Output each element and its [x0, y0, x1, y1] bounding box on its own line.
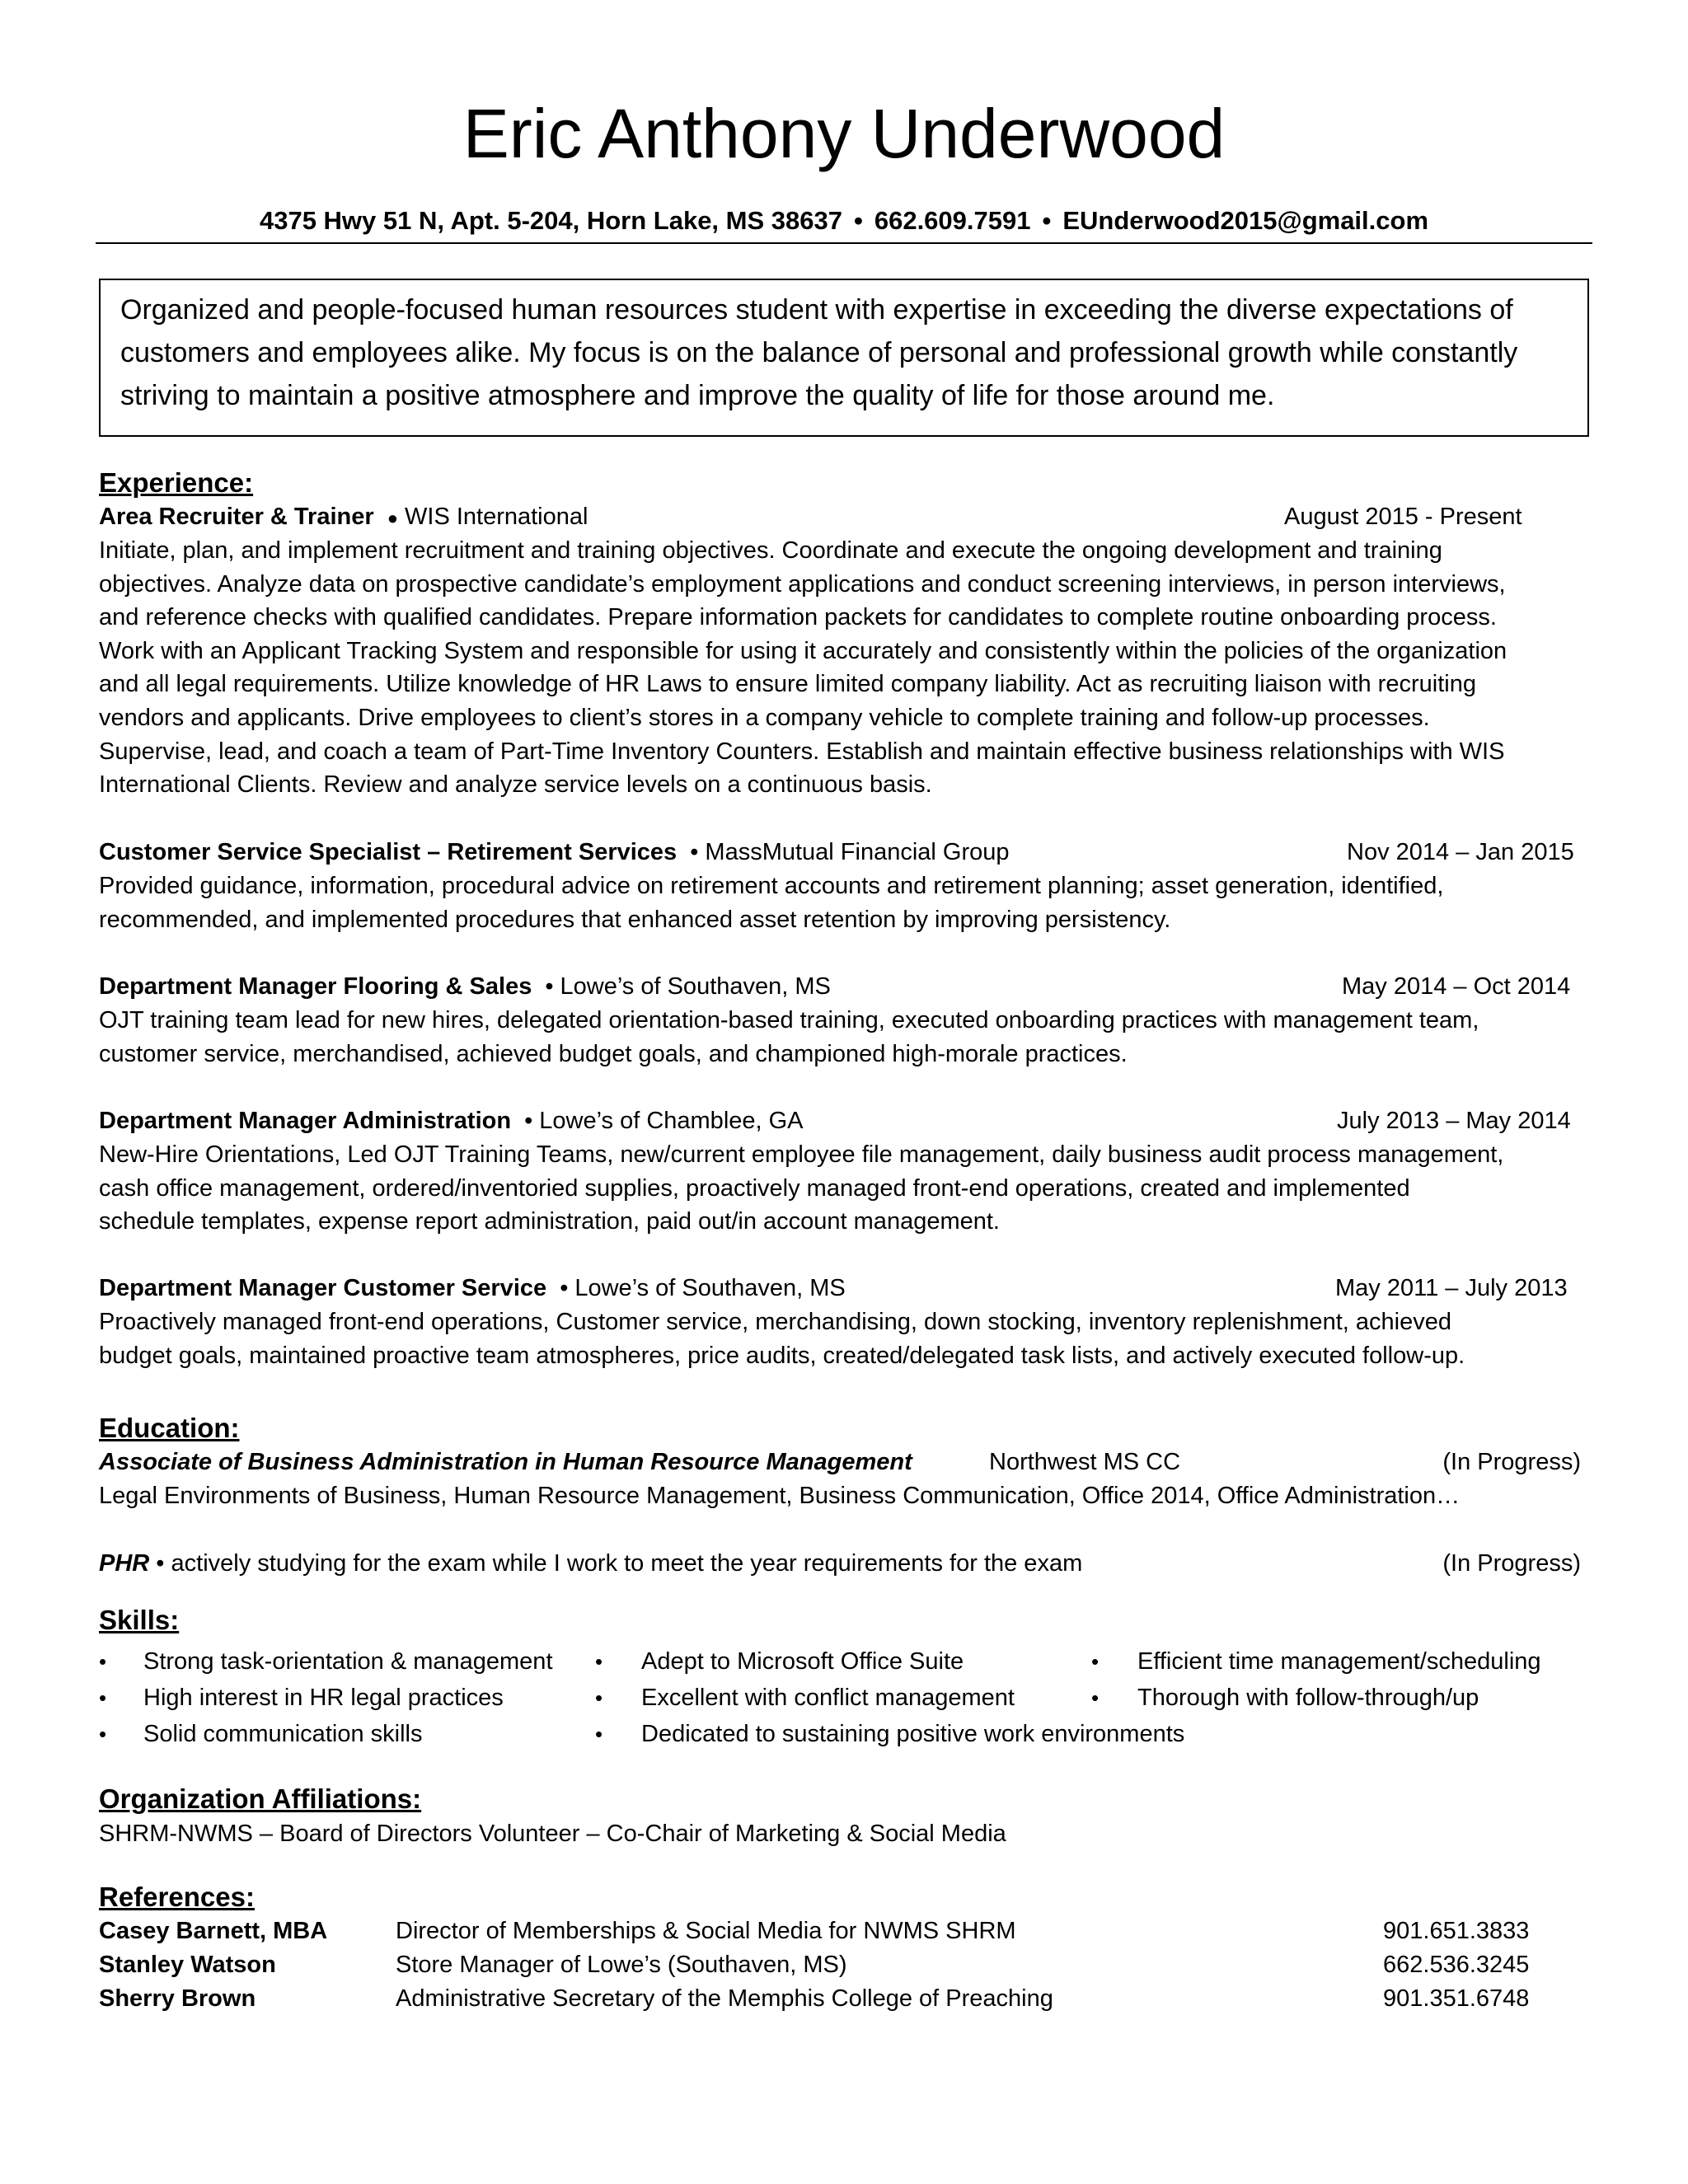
- skill-text: Adept to Microsoft Office Suite: [641, 1648, 964, 1675]
- affiliation-line: SHRM-NWMS – Board of Directors Volunteer – Co-Chair of Marketing & Social Media: [99, 1821, 1006, 1847]
- affiliations-heading: Organization Affiliations:: [99, 1783, 422, 1814]
- job-line: recommended, and implemented procedures that enhanced asset retention by improving persistency.: [99, 906, 1171, 933]
- courses: Legal Environments of Business, Human Resource Management, Business Communication, Office 2014, Office Administration…: [99, 1483, 1461, 1509]
- header-rule: [96, 242, 1592, 244]
- job-separator: •: [690, 839, 699, 865]
- contact-separator: •: [853, 206, 863, 235]
- skill-text: Solid communication skills: [143, 1721, 423, 1747]
- job-line: cash office management, ordered/inventoried supplies, proactively managed front-end operations, created and implemented: [99, 1174, 1410, 1202]
- job-line: Work with an Applicant Tracking System and responsible for using it accurately and consistently within the policies of the organization: [99, 637, 1507, 664]
- phone: 662.609.7591: [874, 206, 1031, 235]
- job-header: [99, 500, 1589, 533]
- job-separator: ●: [387, 508, 399, 528]
- bullet-icon: •: [1091, 1649, 1100, 1674]
- reference-name: Sherry Brown: [99, 1985, 256, 2012]
- reference-row: [99, 1982, 1589, 2015]
- job-line: Initiate, plan, and implement recruitment and training objectives. Coordinate and execute the ongoing development and training: [99, 537, 1442, 564]
- job-title: Customer Service Specialist – Retirement Services: [99, 839, 678, 865]
- skills-heading: Skills:: [99, 1605, 180, 1635]
- reference-phone: 901.651.3833: [1383, 1918, 1530, 1944]
- education-heading: Education:: [99, 1413, 240, 1443]
- job-line: Provided guidance, information, procedural advice on retirement accounts and retirement planning; asset generation, identified,: [99, 873, 1444, 899]
- affiliations-text: [99, 1817, 1589, 1851]
- degree-status: (In Progress): [1442, 1449, 1581, 1475]
- contact-line: [0, 204, 1688, 237]
- job-line: and reference checks with qualified candidates. Prepare information packets for candidates to complete routine onboarding process.: [99, 604, 1497, 631]
- bullet-icon: •: [595, 1722, 603, 1746]
- experience-heading: Experience:: [99, 467, 254, 498]
- job-line: customer service, merchandised, achieved budget goals, and championed high-morale practices.: [99, 1040, 1128, 1067]
- job-title: Area Recruiter & Trainer: [99, 504, 374, 530]
- skill-text: Strong task-orientation & management: [143, 1648, 553, 1675]
- job-line: International Clients. Review and analyze service levels on a continuous basis.: [99, 771, 932, 799]
- job-company: WIS International: [405, 504, 588, 530]
- bullet-icon: •: [99, 1685, 107, 1710]
- reference-phone: 901.351.6748: [1383, 1985, 1530, 2012]
- job-header: [99, 836, 1589, 869]
- job-title: Department Manager Flooring & Sales: [99, 973, 532, 1000]
- job-line: New-Hire Orientations, Led OJT Training Teams, new/current employee file management, daily business audit process management,: [99, 1141, 1504, 1168]
- reference-title: Administrative Secretary of the Memphis College of Preaching: [396, 1985, 1053, 2012]
- job-company: MassMutual Financial Group: [705, 839, 1010, 865]
- job-description: [99, 1138, 1589, 1239]
- job-dates: May 2011 – July 2013: [1335, 1275, 1568, 1301]
- reference-title: Store Manager of Lowe’s (Southaven, MS): [396, 1952, 847, 1978]
- reference-row: [99, 1948, 1589, 1981]
- job-separator: •: [560, 1275, 569, 1301]
- skill-text: Thorough with follow-through/up: [1137, 1685, 1479, 1711]
- job-line: budget goals, maintained proactive team atmospheres, price audits, created/delegated task lists, and actively executed follow-up.: [99, 1342, 1465, 1369]
- school-name: Northwest MS CC: [989, 1449, 1181, 1475]
- address: 4375 Hwy 51 N, Apt. 5-204, Horn Lake, MS 38637: [259, 206, 842, 235]
- job-line: OJT training team lead for new hires, delegated orientation-based training, executed onboarding practices with management team,: [99, 1007, 1479, 1033]
- resume-name: Eric Anthony Underwood: [462, 95, 1226, 172]
- cert-name: PHR: [99, 1550, 150, 1577]
- reference-name: Casey Barnett, MBA: [99, 1918, 328, 1944]
- bullet-icon: •: [99, 1722, 107, 1746]
- job-header: [99, 970, 1589, 1003]
- job-company: Lowe’s of Southaven, MS: [574, 1275, 846, 1301]
- job-header: [99, 1272, 1589, 1305]
- reference-title: Director of Memberships & Social Media for NWMS SHRM: [396, 1918, 1016, 1944]
- skill-text: Efficient time management/scheduling: [1137, 1648, 1541, 1675]
- job-description: [99, 869, 1589, 936]
- job-line: schedule templates, expense report administration, paid out/in account management.: [99, 1208, 1000, 1235]
- bullet-icon: •: [99, 1649, 107, 1674]
- reference-phone: 662.536.3245: [1383, 1952, 1530, 1978]
- job-dates: May 2014 – Oct 2014: [1342, 973, 1571, 1000]
- bullet-icon: •: [595, 1649, 603, 1674]
- reference-row: [99, 1915, 1589, 1947]
- job-line: Proactively managed front-end operations, Customer service, merchandising, down stocking, inventory replenishment, achieved: [99, 1309, 1451, 1335]
- job-title: Department Manager Administration: [99, 1108, 512, 1134]
- degree-name: Associate of Business Administration in Human Resource Management: [99, 1449, 912, 1475]
- job-header: [99, 1104, 1589, 1137]
- courses-row: [99, 1479, 1589, 1512]
- job-dates: August 2015 - Present: [1284, 504, 1522, 530]
- summary-box: Organized and people-focused human resources student with expertise in exceeding the diverse expectations of customers and employees alike. My focus is on the balance of personal and professional growth while constantly striving to maintain a positive atmosphere and improve the quality of life for those around me.: [99, 279, 1589, 437]
- job-line: and all legal requirements. Utilize knowledge of HR Laws to ensure limited company liability. Act as recruiting liaison with recruiting: [99, 671, 1476, 698]
- email: EUnderwood2015@gmail.com: [1062, 206, 1429, 235]
- bullet-icon: •: [1091, 1685, 1100, 1710]
- job-description: [99, 534, 1589, 802]
- skill-text: High interest in HR legal practices: [143, 1685, 504, 1711]
- cert-description: actively studying for the exam while I work to meet the year requirements for the exam: [171, 1550, 1083, 1577]
- contact-separator: •: [1042, 206, 1052, 235]
- bullet-icon: •: [595, 1685, 603, 1710]
- job-line: objectives. Analyze data on prospective candidate’s employment applications and conduct screening interviews, in person interviews,: [99, 570, 1506, 598]
- job-separator: •: [524, 1108, 533, 1134]
- reference-name: Stanley Watson: [99, 1952, 276, 1978]
- job-description: [99, 1305, 1589, 1372]
- job-dates: July 2013 – May 2014: [1337, 1108, 1571, 1134]
- job-description: [99, 1004, 1589, 1071]
- job-title: Department Manager Customer Service: [99, 1275, 547, 1301]
- job-dates: Nov 2014 – Jan 2015: [1347, 839, 1574, 865]
- skill-text: Dedicated to sustaining positive work environments: [641, 1721, 1185, 1747]
- job-company: Lowe’s of Chamblee, GA: [539, 1108, 804, 1134]
- cert-separator: •: [156, 1550, 165, 1577]
- job-company: Lowe’s of Southaven, MS: [560, 973, 831, 1000]
- references-heading: References:: [99, 1882, 255, 1912]
- degree-row: [99, 1446, 1589, 1479]
- job-line: vendors and applicants. Drive employees to client’s stores in a company vehicle to complete training and follow-up processes.: [99, 704, 1430, 731]
- skill-text: Excellent with conflict management: [641, 1685, 1015, 1711]
- cert-status: (In Progress): [1442, 1550, 1581, 1577]
- job-separator: •: [545, 973, 554, 1000]
- cert-row: [99, 1547, 1589, 1580]
- job-line: Supervise, lead, and coach a team of Part-Time Inventory Counters. Establish and maintain effective business relationships with WIS: [99, 738, 1505, 765]
